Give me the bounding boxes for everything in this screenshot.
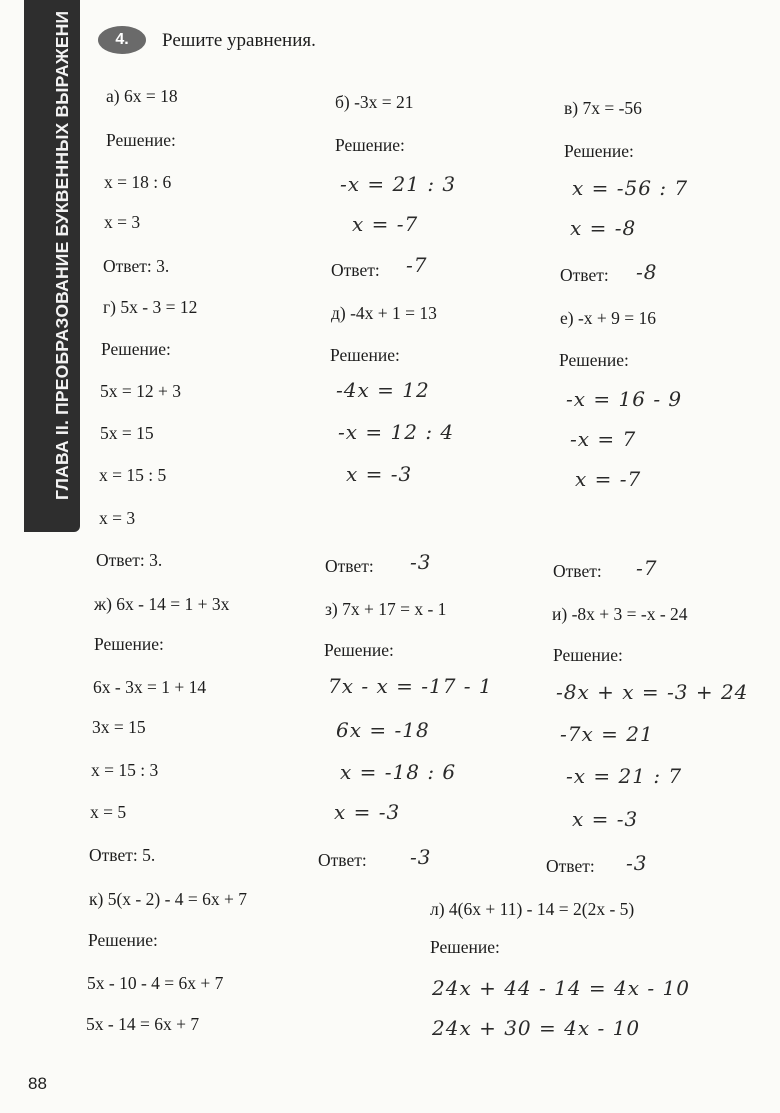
problem-e-equation: е) -x + 9 = 16 xyxy=(560,308,657,328)
problem-i-equation: и) -8x + 3 = -x - 24 xyxy=(552,604,688,624)
problem-b-answer-value: -7 xyxy=(406,253,428,277)
problem-zh-step: 6x - 3x = 1 + 14 xyxy=(93,677,207,697)
problem-d-answer-value: -3 xyxy=(410,550,432,574)
problem-d-handwritten-step: x = -3 xyxy=(346,462,413,486)
problem-e-answer-value: -7 xyxy=(636,556,658,580)
problem-i-answer-label: Ответ: xyxy=(546,856,595,876)
problem-d-handwritten-step: -x = 12 : 4 xyxy=(338,420,455,444)
problem-g-equation: г) 5x - 3 = 12 xyxy=(103,297,198,317)
problem-b-answer-label: Ответ: xyxy=(331,260,380,280)
problem-e-solution-label: Решение: xyxy=(559,350,629,370)
problem-a-equation: а) 6x = 18 xyxy=(106,86,178,106)
problem-b-equation: б) -3x = 21 xyxy=(335,92,414,112)
problem-zh-step: x = 5 xyxy=(90,802,127,822)
problem-l-handwritten-step: 24x + 44 - 14 = 4x - 10 xyxy=(432,976,690,1000)
problem-z-handwritten-step: x = -18 : 6 xyxy=(340,760,457,784)
problem-g-step: x = 3 xyxy=(99,508,136,528)
problem-d-equation: д) -4x + 1 = 13 xyxy=(331,303,437,323)
problem-a-solution-label: Решение: xyxy=(106,130,176,150)
problem-z-answer-value: -3 xyxy=(410,845,432,869)
problem-g-solution-label: Решение: xyxy=(101,339,171,359)
problem-z-handwritten-step: x = -3 xyxy=(334,800,401,824)
problem-g-answer: Ответ: 3. xyxy=(96,550,163,570)
problem-k-equation: к) 5(x - 2) - 4 = 6x + 7 xyxy=(89,889,248,909)
problem-g-step: x = 15 : 5 xyxy=(99,465,167,485)
problem-v-equation: в) 7x = -56 xyxy=(564,98,642,118)
problem-a-step: x = 18 : 6 xyxy=(104,172,172,192)
problem-k-step: 5x - 14 = 6x + 7 xyxy=(86,1014,200,1034)
problem-z-answer-label: Ответ: xyxy=(318,850,367,870)
problem-b-solution-label: Решение: xyxy=(335,135,405,155)
task-title: Решите уравнения. xyxy=(162,30,316,51)
problem-i-handwritten-step: -8x + x = -3 + 24 xyxy=(556,680,749,704)
problem-i-handwritten-step: -7x = 21 xyxy=(560,722,654,746)
problem-zh-equation: ж) 6x - 14 = 1 + 3x xyxy=(94,594,230,614)
problem-z-solution-label: Решение: xyxy=(324,640,394,660)
problem-e-handwritten-step: x = -7 xyxy=(575,467,642,491)
problem-g-step: 5x = 12 + 3 xyxy=(100,381,181,401)
problem-z-handwritten-step: 6x = -18 xyxy=(336,718,430,742)
problem-e-handwritten-step: -x = 16 - 9 xyxy=(566,387,683,411)
problem-v-solution-label: Решение: xyxy=(564,141,634,161)
problem-z-handwritten-step: 7x - x = -17 - 1 xyxy=(328,674,493,698)
task-number-badge: 4. xyxy=(98,26,146,54)
problem-a-answer: Ответ: 3. xyxy=(103,256,170,276)
problem-v-handwritten-step: x = -56 : 7 xyxy=(572,176,689,200)
problem-v-handwritten-step: x = -8 xyxy=(570,216,637,240)
problem-zh-answer: Ответ: 5. xyxy=(89,845,156,865)
problem-i-answer-value: -3 xyxy=(626,851,648,875)
chapter-title: ГЛАВА II. ПРЕОБРАЗОВАНИЕ БУКВЕННЫХ ВЫРАЖЕНИ xyxy=(52,10,72,500)
problem-i-solution-label: Решение: xyxy=(553,645,623,665)
problem-l-handwritten-step: 24x + 30 = 4x - 10 xyxy=(432,1016,641,1040)
problem-v-answer-value: -8 xyxy=(636,260,658,284)
problem-d-solution-label: Решение: xyxy=(330,345,400,365)
problem-e-answer-label: Ответ: xyxy=(553,561,602,581)
problem-a-step: x = 3 xyxy=(104,212,141,232)
problem-k-step: 5x - 10 - 4 = 6x + 7 xyxy=(87,973,224,993)
problem-d-answer-label: Ответ: xyxy=(325,556,374,576)
problem-zh-solution-label: Решение: xyxy=(94,634,164,654)
problem-i-handwritten-step: x = -3 xyxy=(572,807,639,831)
problem-g-step: 5x = 15 xyxy=(100,423,154,443)
problem-b-handwritten-step: -x = 21 : 3 xyxy=(340,172,457,196)
problem-z-equation: з) 7x + 17 = x - 1 xyxy=(325,599,447,619)
problem-b-handwritten-step: x = -7 xyxy=(352,212,419,236)
problem-i-handwritten-step: -x = 21 : 7 xyxy=(566,764,683,788)
problem-e-handwritten-step: -x = 7 xyxy=(570,427,637,451)
problem-zh-step: 3x = 15 xyxy=(92,717,146,737)
problem-d-handwritten-step: -4x = 12 xyxy=(336,378,430,402)
page-number: 88 xyxy=(28,1074,47,1093)
problem-k-solution-label: Решение: xyxy=(88,930,158,950)
problem-l-equation: л) 4(6x + 11) - 14 = 2(2x - 5) xyxy=(430,899,635,919)
problem-zh-step: x = 15 : 3 xyxy=(91,760,159,780)
problem-l-solution-label: Решение: xyxy=(430,937,500,957)
problem-v-answer-label: Ответ: xyxy=(560,265,609,285)
